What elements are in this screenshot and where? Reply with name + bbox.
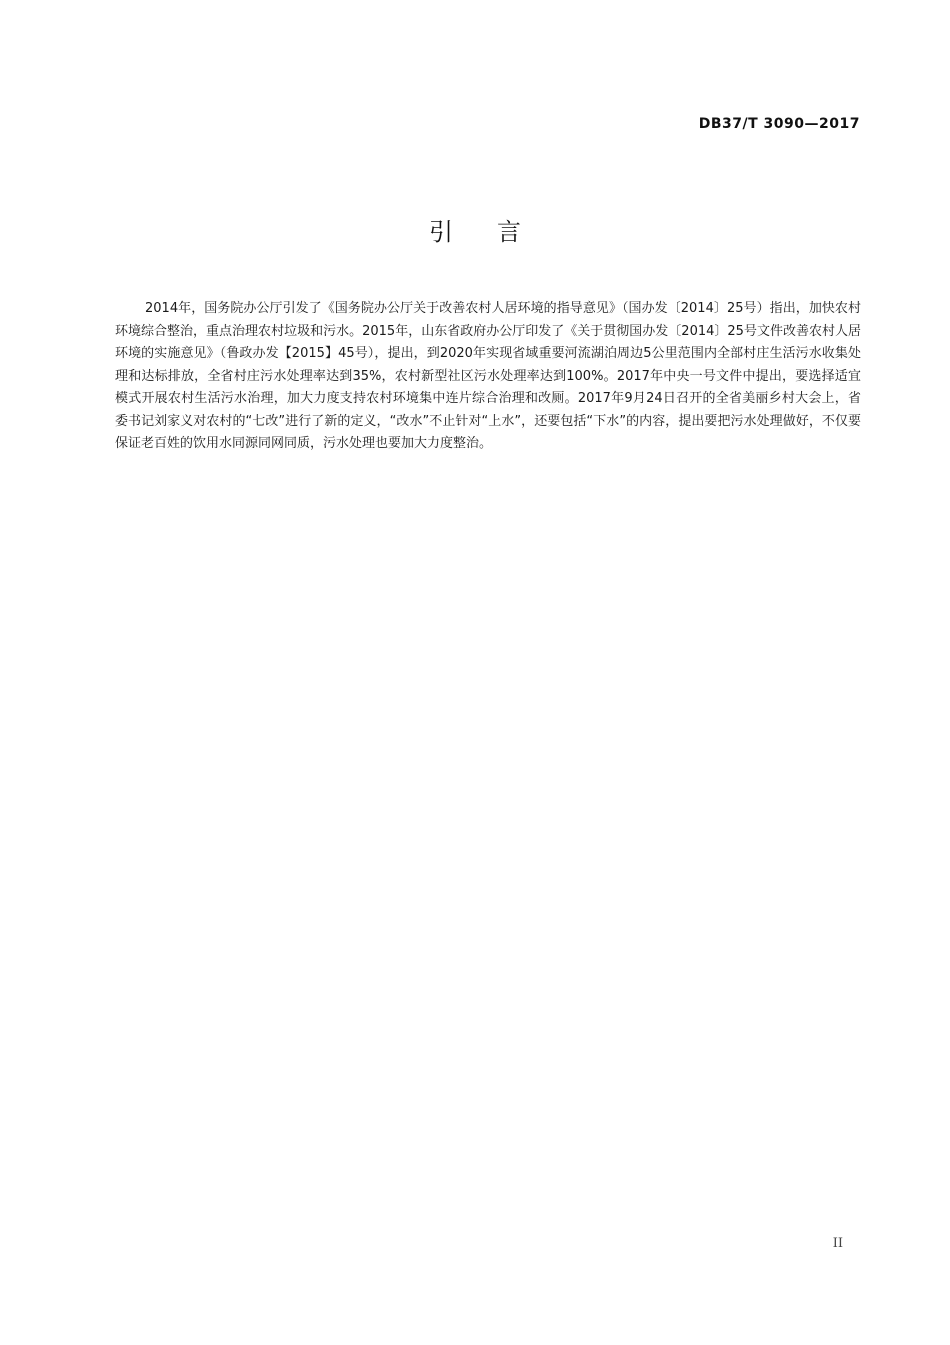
page-number: II (832, 1236, 843, 1251)
document-code: DB37/T 3090—2017 (698, 116, 860, 132)
page-title: 引言 (429, 218, 565, 246)
introduction-paragraph: 2014年，国务院办公厅引发了《国务院办公厅关于改善农村人居环境的指导意见》（国办发〔2014〕25号）指出，加快农村环境综合整治，重点治理农村垃圾和污水。2015年，山东省政府办公厅印发了《关于贯彻国办发〔2014〕25号文件改善农村人居环境的实施意见》（鲁政办发【2015】45号），提出，到2020年实现省域重要河流湖泊周边5公里范围内全部村庄生活污水收集处理和达标排放，全省村庄污水处理率达到35%，农村新型社区污水处理率达到100%。2017年中央一号文件中提出，要选择适宜模式开展农村生活污水治理，加大力度支持农村环境集中连片综合治理和改厕。2017年9月24日召开的全省美丽乡村大会上，省委书记刘家义对农村的“七改”进行了新的定义，“改水”不止针对“上水”，还要包括“下水”的内容，提出要把污水处理做好，不仅要保证老百姓的饮用水同源同网同质，污水处理也要加大力度整治。 (115, 301, 861, 451)
